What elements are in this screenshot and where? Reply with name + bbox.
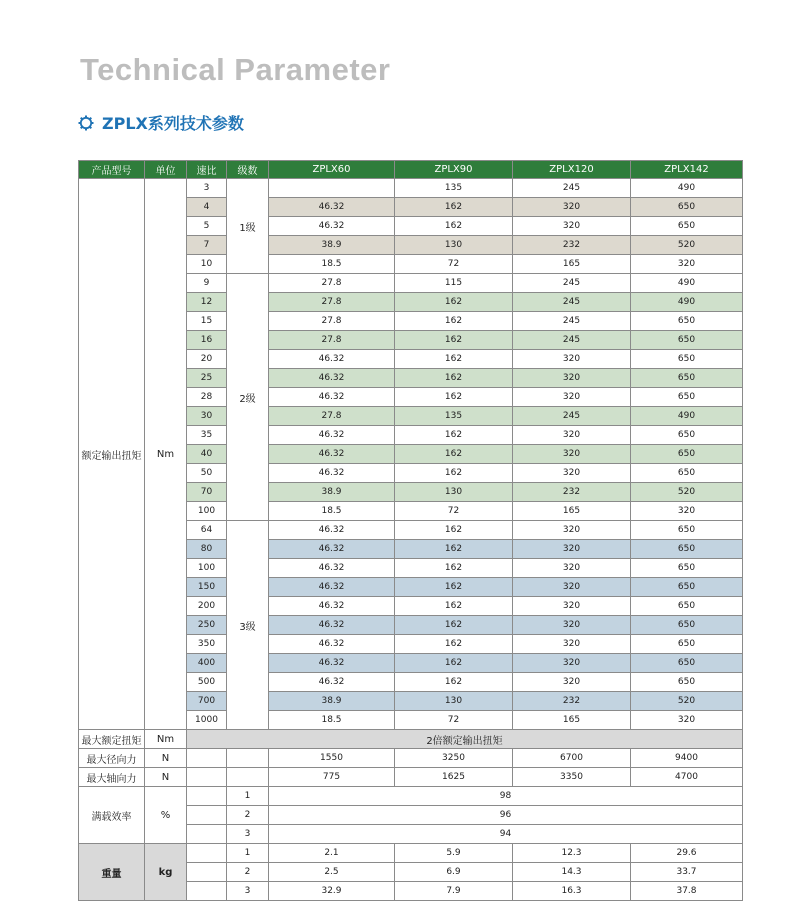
stage-label: 1级 — [227, 179, 269, 274]
value-cell: 245 — [513, 407, 631, 426]
ratio-cell: 16 — [187, 331, 227, 350]
value-cell: 490 — [631, 179, 743, 198]
value-cell: 320 — [513, 445, 631, 464]
ratio-cell: 70 — [187, 483, 227, 502]
value-cell: 650 — [631, 597, 743, 616]
value-cell: 46.32 — [269, 521, 395, 540]
value-cell: 27.8 — [269, 293, 395, 312]
value-cell: 320 — [513, 540, 631, 559]
value-cell: 245 — [513, 293, 631, 312]
value-cell: 520 — [631, 692, 743, 711]
value-cell: 135 — [395, 179, 513, 198]
header-cell: ZPLX60 — [269, 161, 395, 179]
max-axial-force-row — [79, 768, 743, 787]
weight-label: 重量 — [79, 844, 145, 901]
ratio-cell: 40 — [187, 445, 227, 464]
value-cell: 46.32 — [269, 198, 395, 217]
value-cell: 46.32 — [269, 616, 395, 635]
value-cell: 32.9 — [269, 882, 395, 901]
value-cell: 245 — [513, 312, 631, 331]
efficiency-value: 96 — [269, 806, 743, 825]
empty-cell — [187, 863, 227, 882]
weight-unit: kg — [145, 844, 187, 901]
value-cell: 320 — [513, 616, 631, 635]
value-cell: 650 — [631, 388, 743, 407]
value-cell: 320 — [513, 654, 631, 673]
empty-cell — [187, 749, 227, 768]
value-cell: 46.32 — [269, 369, 395, 388]
value-cell: 38.9 — [269, 483, 395, 502]
value-cell: 162 — [395, 293, 513, 312]
value-cell: 1550 — [269, 749, 395, 768]
efficiency-value: 94 — [269, 825, 743, 844]
empty-cell — [187, 806, 227, 825]
value-cell: 12.3 — [513, 844, 631, 863]
value-cell: 162 — [395, 445, 513, 464]
header-cell: ZPLX120 — [513, 161, 631, 179]
value-cell: 46.32 — [269, 559, 395, 578]
value-cell: 1625 — [395, 768, 513, 787]
ratio-cell: 1000 — [187, 711, 227, 730]
value-cell: 162 — [395, 217, 513, 236]
value-cell: 38.9 — [269, 236, 395, 255]
value-cell: 33.7 — [631, 863, 743, 882]
value-cell: 14.3 — [513, 863, 631, 882]
value-cell: 46.32 — [269, 426, 395, 445]
value-cell: 162 — [395, 654, 513, 673]
weight-row — [79, 844, 743, 863]
value-cell: 650 — [631, 673, 743, 692]
ratio-cell: 28 — [187, 388, 227, 407]
value-cell: 4700 — [631, 768, 743, 787]
value-cell: 165 — [513, 711, 631, 730]
stage-cell: 2 — [227, 806, 269, 825]
value-cell: 320 — [513, 635, 631, 654]
stage-cell: 3 — [227, 825, 269, 844]
header-cell: 产品型号 — [79, 161, 145, 179]
value-cell: 162 — [395, 350, 513, 369]
header-cell: ZPLX90 — [395, 161, 513, 179]
value-cell: 232 — [513, 236, 631, 255]
stage-cell: 1 — [227, 844, 269, 863]
value-cell: 650 — [631, 312, 743, 331]
value-cell: 162 — [395, 369, 513, 388]
value-cell: 46.32 — [269, 388, 395, 407]
value-cell: 320 — [513, 578, 631, 597]
value-cell: 9400 — [631, 749, 743, 768]
value-cell: 490 — [631, 274, 743, 293]
ratio-cell: 15 — [187, 312, 227, 331]
value-cell: 162 — [395, 616, 513, 635]
value-cell: 72 — [395, 711, 513, 730]
value-cell: 162 — [395, 597, 513, 616]
max-axial-force-unit: N — [145, 768, 187, 787]
value-cell: 650 — [631, 521, 743, 540]
max-radial-force-row — [79, 749, 743, 768]
value-cell: 162 — [395, 331, 513, 350]
value-cell: 18.5 — [269, 711, 395, 730]
max-rated-torque-value: 2倍额定输出扭矩 — [187, 730, 743, 749]
value-cell: 46.32 — [269, 540, 395, 559]
efficiency-value: 98 — [269, 787, 743, 806]
value-cell: 27.8 — [269, 312, 395, 331]
stage-cell: 2 — [227, 863, 269, 882]
efficiency-unit: % — [145, 787, 187, 844]
value-cell: 162 — [395, 426, 513, 445]
value-cell: 46.32 — [269, 654, 395, 673]
value-cell: 320 — [513, 350, 631, 369]
value-cell: 7.9 — [395, 882, 513, 901]
value-cell: 650 — [631, 635, 743, 654]
ratio-cell: 500 — [187, 673, 227, 692]
value-cell: 232 — [513, 483, 631, 502]
value-cell: 162 — [395, 464, 513, 483]
value-cell: 3250 — [395, 749, 513, 768]
value-cell: 5.9 — [395, 844, 513, 863]
value-cell: 490 — [631, 407, 743, 426]
ratio-cell: 5 — [187, 217, 227, 236]
ratio-cell: 30 — [187, 407, 227, 426]
empty-cell — [187, 768, 227, 787]
value-cell: 650 — [631, 426, 743, 445]
value-cell: 650 — [631, 198, 743, 217]
value-cell: 29.6 — [631, 844, 743, 863]
value-cell: 165 — [513, 502, 631, 521]
empty-cell — [227, 768, 269, 787]
value-cell: 27.8 — [269, 274, 395, 293]
ratio-cell: 250 — [187, 616, 227, 635]
max-radial-force-label: 最大径向力 — [79, 749, 145, 768]
value-cell: 320 — [631, 255, 743, 274]
value-cell: 2.5 — [269, 863, 395, 882]
empty-cell — [187, 882, 227, 901]
value-cell: 162 — [395, 540, 513, 559]
value-cell: 650 — [631, 578, 743, 597]
value-cell: 162 — [395, 559, 513, 578]
value-cell: 650 — [631, 464, 743, 483]
ratio-cell: 50 — [187, 464, 227, 483]
value-cell: 46.32 — [269, 597, 395, 616]
value-cell: 6700 — [513, 749, 631, 768]
gear-icon — [78, 115, 94, 131]
value-cell: 72 — [395, 255, 513, 274]
torque-unit: Nm — [145, 179, 187, 730]
value-cell: 650 — [631, 445, 743, 464]
ratio-cell: 100 — [187, 559, 227, 578]
ratio-cell: 350 — [187, 635, 227, 654]
ratio-cell: 64 — [187, 521, 227, 540]
torque-label: 额定输出扭矩 — [79, 179, 145, 730]
section-heading — [78, 111, 244, 134]
section-title: ZPLX系列技术参数 — [102, 114, 244, 133]
value-cell: 135 — [395, 407, 513, 426]
value-cell: 320 — [513, 597, 631, 616]
ratio-cell: 150 — [187, 578, 227, 597]
ratio-cell: 100 — [187, 502, 227, 521]
value-cell: 18.5 — [269, 502, 395, 521]
value-cell: 520 — [631, 236, 743, 255]
table-header-row — [79, 161, 743, 179]
value-cell: 162 — [395, 578, 513, 597]
empty-cell — [187, 825, 227, 844]
header-cell: ZPLX142 — [631, 161, 743, 179]
max-radial-force-unit: N — [145, 749, 187, 768]
value-cell: 38.9 — [269, 692, 395, 711]
value-cell: 16.3 — [513, 882, 631, 901]
value-cell: 6.9 — [395, 863, 513, 882]
value-cell: 320 — [631, 502, 743, 521]
value-cell: 162 — [395, 635, 513, 654]
value-cell: 165 — [513, 255, 631, 274]
value-cell: 650 — [631, 540, 743, 559]
value-cell: 245 — [513, 331, 631, 350]
value-cell: 46.32 — [269, 673, 395, 692]
value-cell: 232 — [513, 692, 631, 711]
hero-title: Technical Parameter — [80, 52, 391, 87]
ratio-cell: 9 — [187, 274, 227, 293]
value-cell: 72 — [395, 502, 513, 521]
max-rated-torque-label: 最大额定扭矩 — [79, 730, 145, 749]
value-cell: 162 — [395, 673, 513, 692]
value-cell: 162 — [395, 312, 513, 331]
value-cell: 490 — [631, 293, 743, 312]
max-rated-torque-unit: Nm — [145, 730, 187, 749]
stage-cell: 1 — [227, 787, 269, 806]
value-cell: 650 — [631, 559, 743, 578]
value-cell: 320 — [513, 673, 631, 692]
ratio-cell: 4 — [187, 198, 227, 217]
value-cell: 46.32 — [269, 445, 395, 464]
empty-cell — [187, 787, 227, 806]
ratio-cell: 12 — [187, 293, 227, 312]
max-rated-torque-row — [79, 730, 743, 749]
value-cell: 650 — [631, 654, 743, 673]
value-cell: 320 — [513, 198, 631, 217]
value-cell: 245 — [513, 274, 631, 293]
value-cell: 130 — [395, 236, 513, 255]
value-cell: 162 — [395, 521, 513, 540]
ratio-cell: 7 — [187, 236, 227, 255]
value-cell: 46.32 — [269, 350, 395, 369]
value-cell: 320 — [513, 426, 631, 445]
value-cell: 650 — [631, 369, 743, 388]
stage-cell: 3 — [227, 882, 269, 901]
value-cell: 46.32 — [269, 464, 395, 483]
ratio-cell: 80 — [187, 540, 227, 559]
value-cell — [269, 179, 395, 198]
ratio-cell: 200 — [187, 597, 227, 616]
value-cell: 46.32 — [269, 217, 395, 236]
ratio-cell: 20 — [187, 350, 227, 369]
value-cell: 775 — [269, 768, 395, 787]
value-cell: 245 — [513, 179, 631, 198]
value-cell: 320 — [513, 521, 631, 540]
stage-label: 2级 — [227, 274, 269, 521]
value-cell: 18.5 — [269, 255, 395, 274]
empty-cell — [187, 844, 227, 863]
header-cell: 单位 — [145, 161, 187, 179]
value-cell: 320 — [513, 369, 631, 388]
value-cell: 650 — [631, 350, 743, 369]
ratio-cell: 35 — [187, 426, 227, 445]
value-cell: 520 — [631, 483, 743, 502]
value-cell: 27.8 — [269, 331, 395, 350]
max-axial-force-label: 最大轴向力 — [79, 768, 145, 787]
header-cell: 速比 — [187, 161, 227, 179]
value-cell: 130 — [395, 483, 513, 502]
table-row — [79, 179, 743, 198]
value-cell: 27.8 — [269, 407, 395, 426]
value-cell: 650 — [631, 616, 743, 635]
value-cell: 320 — [513, 217, 631, 236]
header-cell: 级数 — [227, 161, 269, 179]
value-cell: 320 — [513, 464, 631, 483]
value-cell: 130 — [395, 692, 513, 711]
empty-cell — [227, 749, 269, 768]
ratio-cell: 25 — [187, 369, 227, 388]
value-cell: 650 — [631, 331, 743, 350]
value-cell: 162 — [395, 198, 513, 217]
ratio-cell: 3 — [187, 179, 227, 198]
value-cell: 46.32 — [269, 635, 395, 654]
stage-label: 3级 — [227, 521, 269, 730]
value-cell: 650 — [631, 217, 743, 236]
value-cell: 320 — [513, 559, 631, 578]
parameter-table — [78, 160, 743, 901]
value-cell: 46.32 — [269, 578, 395, 597]
value-cell: 115 — [395, 274, 513, 293]
value-cell: 3350 — [513, 768, 631, 787]
ratio-cell: 700 — [187, 692, 227, 711]
value-cell: 162 — [395, 388, 513, 407]
ratio-cell: 400 — [187, 654, 227, 673]
value-cell: 320 — [631, 711, 743, 730]
value-cell: 320 — [513, 388, 631, 407]
efficiency-row — [79, 787, 743, 806]
value-cell: 2.1 — [269, 844, 395, 863]
value-cell: 37.8 — [631, 882, 743, 901]
ratio-cell: 10 — [187, 255, 227, 274]
efficiency-label: 满载效率 — [79, 787, 145, 844]
